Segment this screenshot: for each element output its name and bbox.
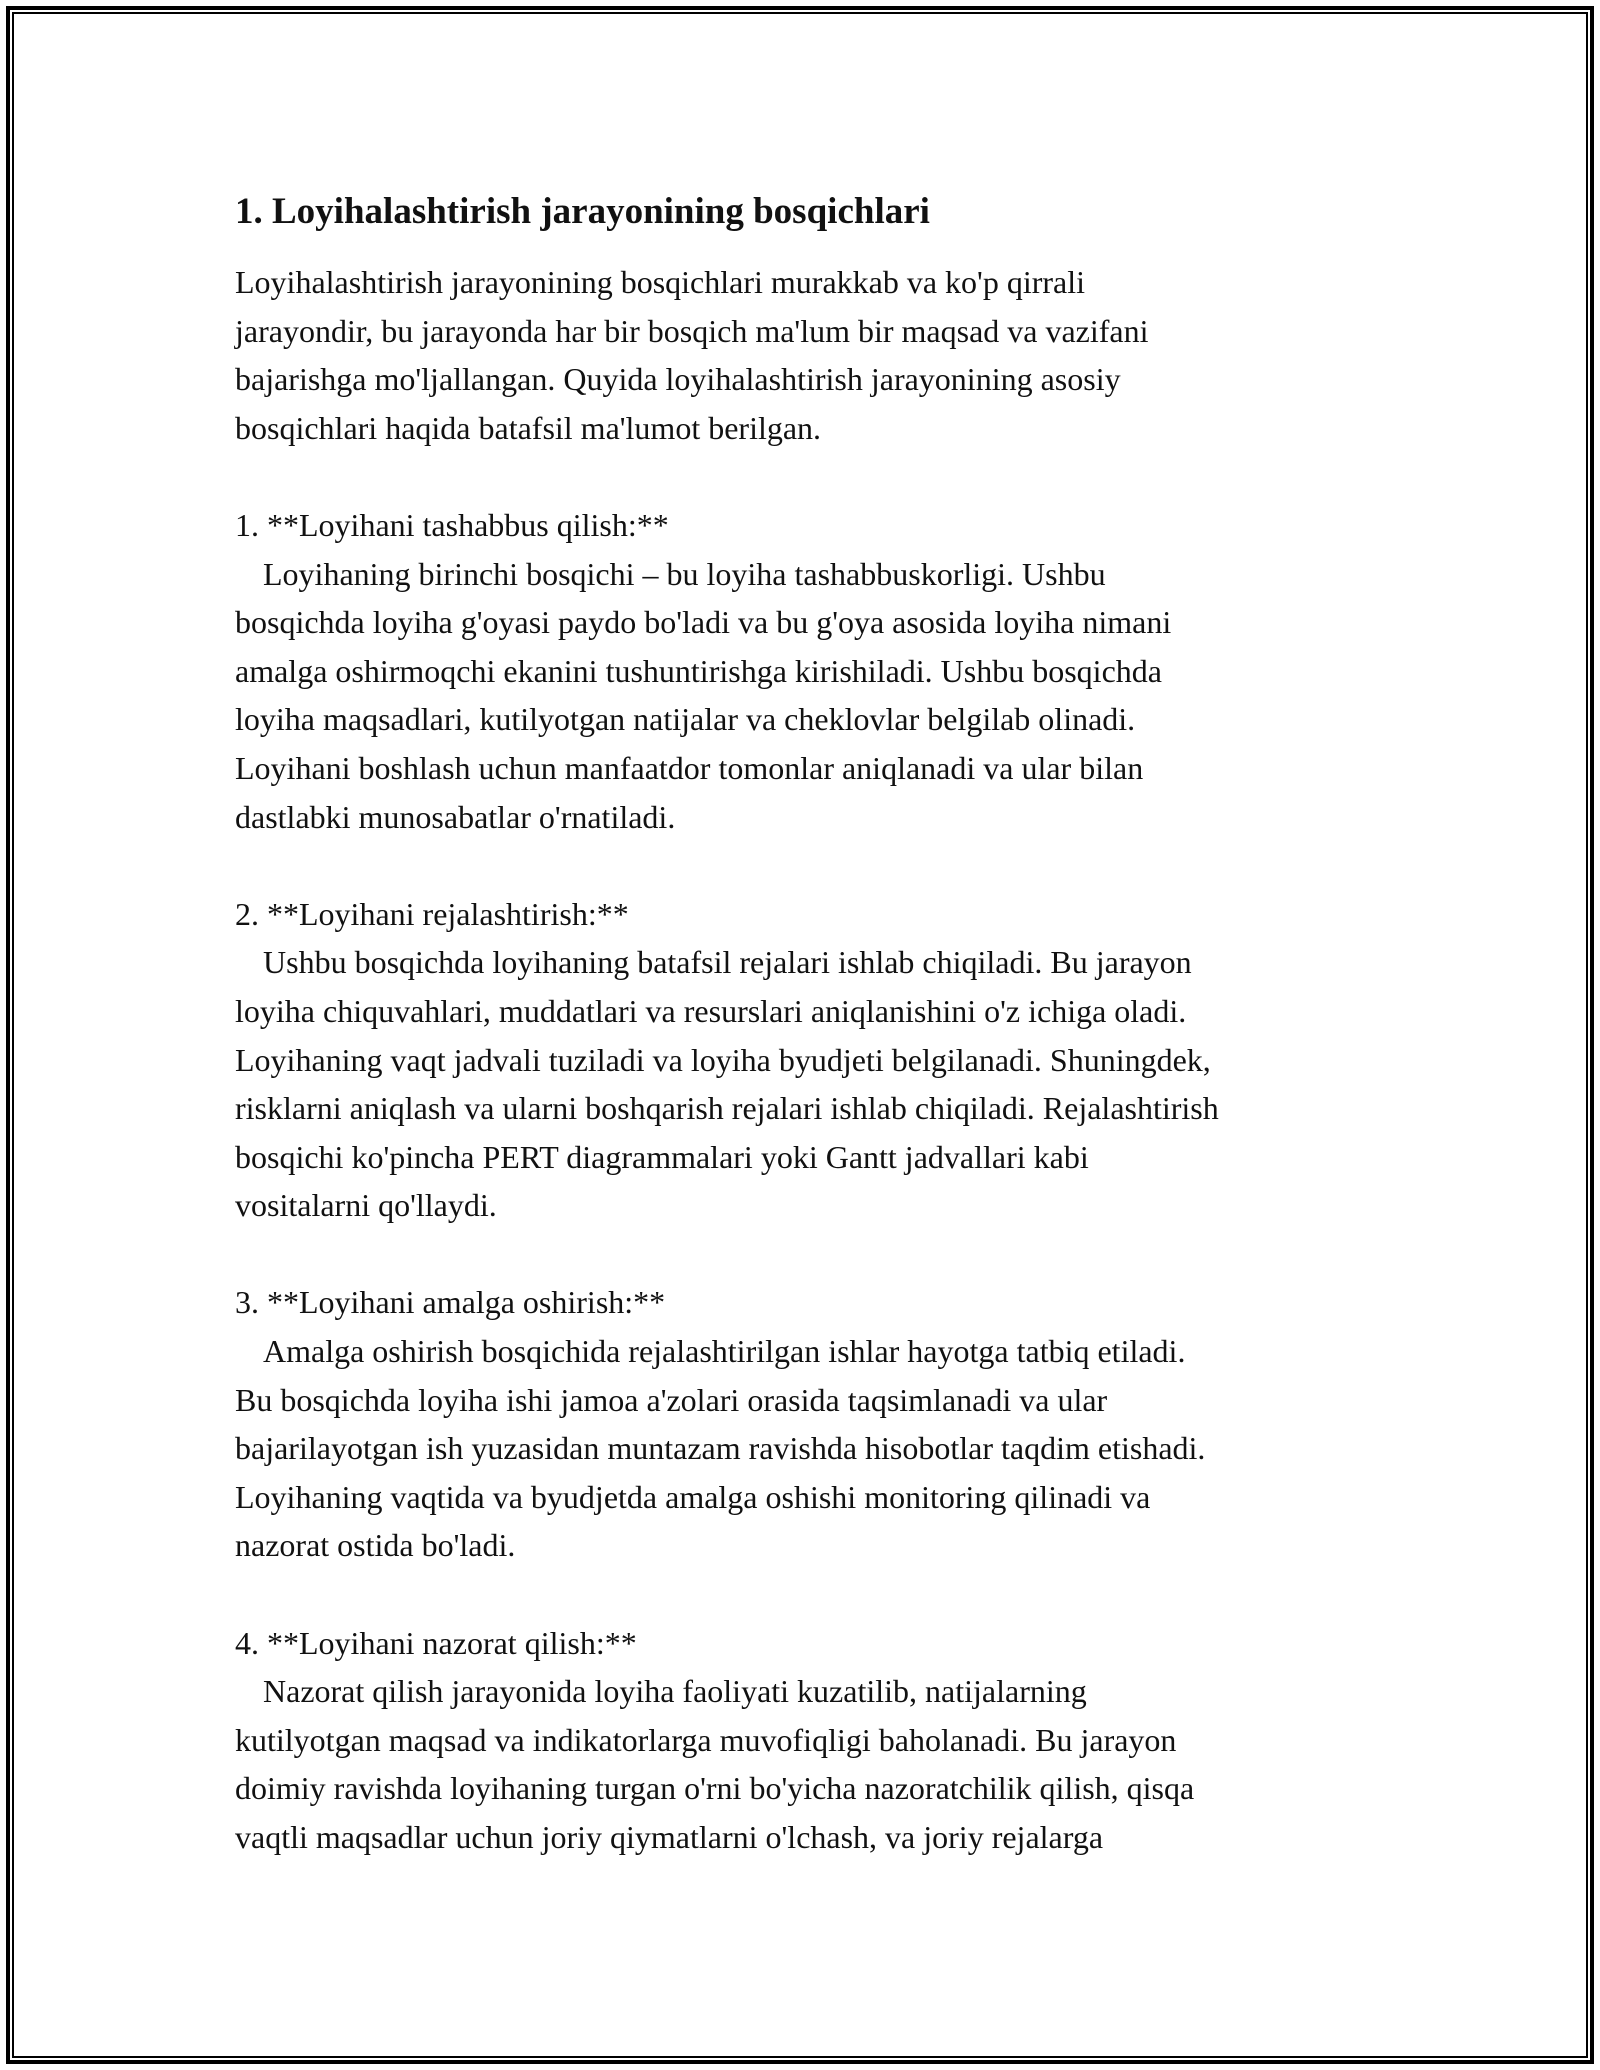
section-body: Ushbu bosqichda loyihaning batafsil rejalari ishlab chiqiladi. Bu jarayon loyiha chiquvahlari, muddatlari va resurslari aniqlanishini o'z ichiga oladi. Loyihaning vaqt jadvali tuziladi va loyiha byudjeti belgilanadi. Shuningdek, risklarni aniqlash va ularni boshqarish rejalari ishlab chiqiladi. Rejalashtirish bosqichi ko'pincha PERT diagrammalari yoki Gantt jadvallari kabi vositalarni qo'llaydi. bbox=[235, 944, 1219, 1224]
section-body-wrapper bbox=[235, 938, 1385, 1230]
paragraph-gap bbox=[235, 1570, 1385, 1619]
section-body: Amalga oshirish bosqichida rejalashtirilgan ishlar hayotga tatbiq etiladi. Bu bosqichda loyiha ishi jamoa a'zolari orasida taqsimlanadi va ular bajarilayotgan ish yuzasidan muntazam ravishda hisobotlar taqdim etishadi. Loyihaning vaqtida va byudjetda amalga oshishi monitoring qilinadi va nazorat ostida bo'ladi. bbox=[235, 1333, 1206, 1564]
section-body-wrapper bbox=[235, 1667, 1385, 1861]
section-1 bbox=[235, 501, 1385, 841]
section-4 bbox=[235, 1619, 1385, 1862]
section-body: Loyihaning birinchi bosqichi – bu loyiha tashabbuskorligi. Ushbu bosqichda loyiha g'oyasi paydo bo'ladi va bu g'oya asosida loyiha nimani amalga oshirmoqchi ekanini tushuntirishga kirishiladi. Ushbu bosqichda loyiha maqsadlari, kutilyotgan natijalar va cheklovlar belgilab olinadi. Loyihani boshlash uchun manfaatdor tomonlar aniqlanadi va ular bilan dastlabki munosabatlar o'rnatiladi. bbox=[235, 555, 1172, 835]
section-body: Nazorat qilish jarayonida loyiha faoliyati kuzatilib, natijalarning kutilyotgan maqsad va indikatorlarga muvofiqligi baholanadi. Bu jarayon doimiy ravishda loyihaning turgan o'rni bo'yicha nazoratchilik qilish, qisqa vaqtli maqsadlar uchun joriy qiymatlarni o'lchash, va joriy rejalarga bbox=[235, 1673, 1195, 1855]
paragraph-gap bbox=[235, 1230, 1385, 1279]
section-body-wrapper bbox=[235, 1327, 1385, 1570]
paragraph-gap bbox=[235, 452, 1385, 501]
document-content bbox=[235, 186, 1385, 1862]
section-heading: 3. **Loyihani amalga oshirish:** bbox=[235, 1284, 666, 1321]
section-body-wrapper bbox=[235, 550, 1385, 842]
intro-paragraph: Loyihalashtirish jarayonining bosqichlari murakkab va ko'p qirrali jarayondir, bu jarayonda har bir bosqich ma'lum bir maqsad va vazifani bajarishga mo'ljallangan. Quyida loyihalashtirish jarayonining asosiy bosqichlari haqida batafsil ma'lumot berilgan. bbox=[235, 264, 1149, 446]
paragraph-gap bbox=[235, 841, 1385, 890]
document-title: 1. Loyihalashtirish jarayonining bosqichlari bbox=[235, 191, 930, 232]
section-heading: 1. **Loyihani tashabbus qilish:** bbox=[235, 506, 669, 543]
section-2 bbox=[235, 890, 1385, 1230]
section-3 bbox=[235, 1278, 1385, 1570]
section-heading: 4. **Loyihani nazorat qilish:** bbox=[235, 1624, 637, 1661]
section-heading: 2. **Loyihani rejalashtirish:** bbox=[235, 895, 629, 932]
